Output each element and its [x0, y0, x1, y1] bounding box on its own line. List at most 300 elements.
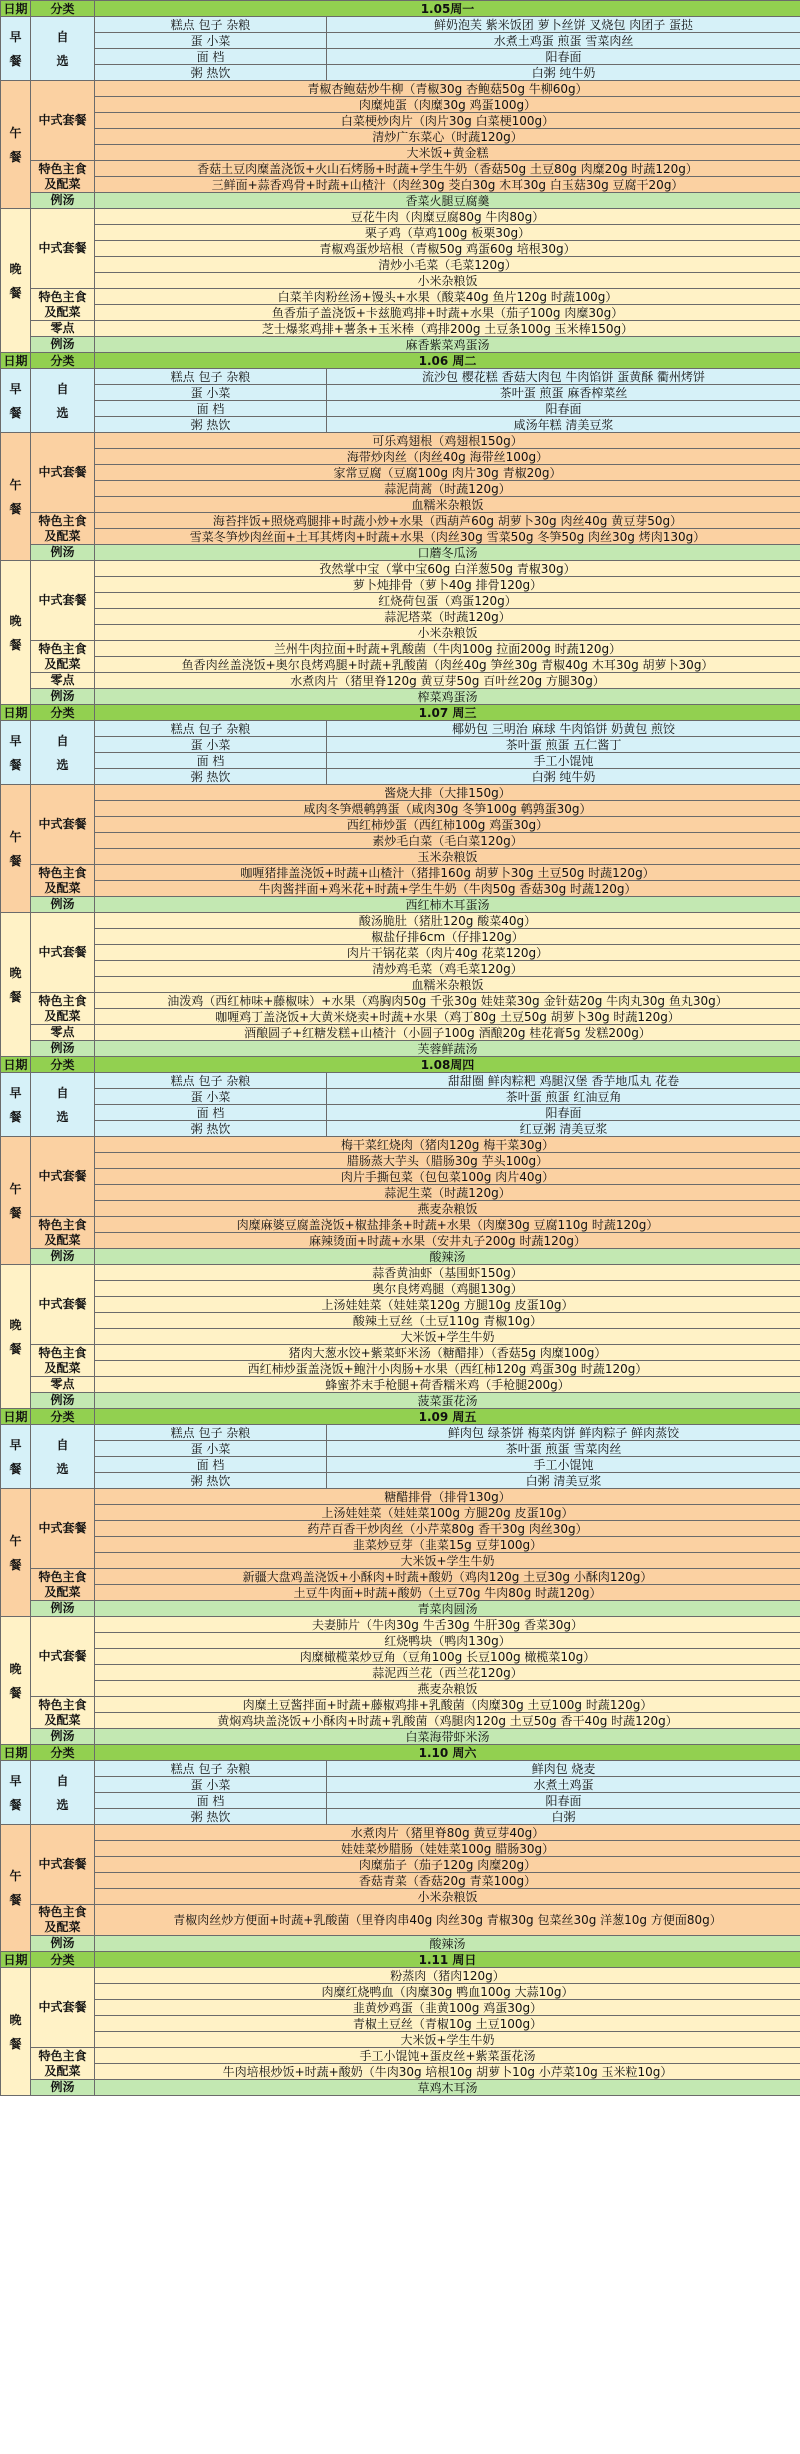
- dish-snack: 芝士爆浆鸡排+薯条+玉米棒（鸡排200g 土豆条100g 玉米棒150g）: [95, 321, 800, 337]
- category-soup: 例汤: [31, 689, 95, 705]
- self-select-label-char: 自: [56, 29, 69, 44]
- dinner-label-char: 餐: [9, 285, 22, 300]
- breakfast-label: [1, 1425, 31, 1489]
- breakfast-row: [1, 1777, 800, 1793]
- dish-soup: 酸辣汤: [95, 1936, 800, 1952]
- lunch-row: [1, 545, 800, 561]
- dinner-label: [1, 561, 31, 705]
- breakfast-items: 阳春面: [327, 401, 800, 417]
- date-value: 1.10 周六: [95, 1745, 800, 1761]
- dinner-row: [1, 977, 800, 993]
- dinner-row: [1, 1345, 800, 1361]
- category-chinese_set: 中式套餐: [31, 1265, 95, 1345]
- dinner-row: [1, 1265, 800, 1281]
- breakfast-row: [1, 1425, 800, 1441]
- date-row: [1, 353, 800, 369]
- dish-special_staple: 鱼香肉丝盖浇饭+奥尔良烤鸡腿+时蔬+乳酸菌（肉丝40g 笋丝30g 青椒40g 木耳30g 胡萝卜30g）: [95, 657, 800, 673]
- category-chinese_set: 中式套餐: [31, 1137, 95, 1217]
- breakfast-label-char: 早: [9, 733, 22, 748]
- dish-soup: 西红柿木耳蛋汤: [95, 897, 800, 913]
- self-select-label-char: 自: [56, 1085, 69, 1100]
- category-soup: 例汤: [31, 2080, 95, 2096]
- dish-chinese_set: 酸辣土豆丝（土豆110g 青椒10g）: [95, 1313, 800, 1329]
- dish-chinese_set: 清炒广东菜心（时蔬120g）: [95, 129, 800, 145]
- breakfast-category: 蛋 小菜: [95, 1441, 327, 1457]
- dish-special_staple: 咖喱猪排盖浇饭+时蔬+山楂汁（猪排160g 胡萝卜30g 土豆50g 时蔬120g）: [95, 865, 800, 881]
- category-chinese_set: 中式套餐: [31, 561, 95, 641]
- dinner-label-char: 晚: [9, 1661, 22, 1676]
- dish-soup: 草鸡木耳汤: [95, 2080, 800, 2096]
- date-value: 1.11 周日: [95, 1952, 800, 1968]
- breakfast-row: [1, 401, 800, 417]
- dinner-label: [1, 913, 31, 1057]
- dish-soup: 青菜肉圆汤: [95, 1601, 800, 1617]
- dish-special_staple: 雪菜冬笋炒肉丝面+土耳其烤肉+时蔬+水果（肉丝30g 雪菜50g 冬笋50g 肉丝30g 烤肉130g）: [95, 529, 800, 545]
- dish-chinese_set: 大米饭+黄金糕: [95, 145, 800, 161]
- date-value: 1.07 周三: [95, 705, 800, 721]
- lunch-row: [1, 1489, 800, 1505]
- lunch-row: [1, 1936, 800, 1952]
- dinner-row: [1, 2016, 800, 2032]
- breakfast-row: [1, 17, 800, 33]
- lunch-row: [1, 193, 800, 209]
- breakfast-category: 蛋 小菜: [95, 385, 327, 401]
- dish-chinese_set: 肉糜茄子（茄子120g 肉糜20g）: [95, 1857, 800, 1873]
- dish-soup: 酸辣汤: [95, 1249, 800, 1265]
- breakfast-items: 咸汤年糕 清美豆浆: [327, 417, 800, 433]
- category-special_staple: 特色主食及配菜: [31, 161, 95, 193]
- dish-special_staple: 土豆牛肉面+时蔬+酸奶（土豆70g 牛肉80g 时蔬120g）: [95, 1585, 800, 1601]
- class-label: 分类: [31, 705, 95, 721]
- dish-chinese_set: 玉米杂粮饭: [95, 849, 800, 865]
- dinner-row: [1, 337, 800, 353]
- breakfast-category: 蛋 小菜: [95, 33, 327, 49]
- breakfast-label-char: 早: [9, 1773, 22, 1788]
- dish-special_staple: 黄焖鸡块盖浇饭+小酥肉+时蔬+乳酸菌（鸡腿肉120g 土豆50g 香干40g 时蔬120g）: [95, 1713, 800, 1729]
- dish-chinese_set: 小米杂粮饭: [95, 273, 800, 289]
- dinner-row: [1, 225, 800, 241]
- category-chinese_set: 中式套餐: [31, 1617, 95, 1697]
- dish-chinese_set: 肉糜红烧鸭血（肉糜30g 鸭血100g 大蒜10g）: [95, 1984, 800, 2000]
- breakfast-items: 阳春面: [327, 49, 800, 65]
- date-label: 日期: [1, 353, 31, 369]
- category-soup: 例汤: [31, 897, 95, 913]
- lunch-row: [1, 1185, 800, 1201]
- lunch-row: [1, 865, 800, 881]
- dish-chinese_set: 上汤娃娃菜（娃娃菜120g 方腿10g 皮蛋10g）: [95, 1297, 800, 1313]
- breakfast-category: 面 档: [95, 1105, 327, 1121]
- lunch-row: [1, 1233, 800, 1249]
- breakfast-items: 茶叶蛋 煎蛋 红油豆角: [327, 1089, 800, 1105]
- breakfast-category: 蛋 小菜: [95, 1089, 327, 1105]
- lunch-row: [1, 1857, 800, 1873]
- breakfast-items: 白粥 清美豆浆: [327, 1473, 800, 1489]
- self-select-label-char: 选: [56, 1109, 69, 1124]
- breakfast-row: [1, 737, 800, 753]
- lunch-row: [1, 1889, 800, 1905]
- dinner-row: [1, 961, 800, 977]
- dish-special_staple: 兰州牛肉拉面+时蔬+乳酸菌（牛肉100g 拉面200g 时蔬120g）: [95, 641, 800, 657]
- dish-chinese_set: 水煮肉片（猪里脊80g 黄豆芽40g）: [95, 1825, 800, 1841]
- lunch-label-char: 餐: [9, 1893, 22, 1907]
- lunch-label: [1, 1825, 31, 1952]
- breakfast-items: 白粥 纯牛奶: [327, 769, 800, 785]
- lunch-row: [1, 433, 800, 449]
- breakfast-items: 手工小馄饨: [327, 1457, 800, 1473]
- lunch-row: [1, 449, 800, 465]
- breakfast-category: 糕点 包子 杂粮: [95, 369, 327, 385]
- dish-snack: 蜂蜜芥末手枪腿+荷香糯米鸡（手枪腿200g）: [95, 1377, 800, 1393]
- dish-chinese_set: 小米杂粮饭: [95, 1889, 800, 1905]
- breakfast-items: 手工小馄饨: [327, 753, 800, 769]
- dish-chinese_set: 韭黄炒鸡蛋（韭黄100g 鸡蛋30g）: [95, 2000, 800, 2016]
- breakfast-category: 粥 热饮: [95, 417, 327, 433]
- dinner-row: [1, 1025, 800, 1041]
- category-snack: 零点: [31, 1377, 95, 1393]
- dish-special_staple: 麻辣烫面+时蔬+水果（安井丸子200g 时蔬120g）: [95, 1233, 800, 1249]
- dish-chinese_set: 药芹百香干炒肉丝（小芹菜80g 香干30g 肉丝30g）: [95, 1521, 800, 1537]
- breakfast-category: 糕点 包子 杂粮: [95, 1425, 327, 1441]
- dinner-row: [1, 593, 800, 609]
- category-special_staple: 特色主食及配菜: [31, 641, 95, 673]
- dish-chinese_set: 孜然掌中宝（掌中宝60g 白洋葱50g 青椒30g）: [95, 561, 800, 577]
- dinner-row: [1, 1665, 800, 1681]
- class-label: 分类: [31, 1409, 95, 1425]
- dinner-row: [1, 913, 800, 929]
- breakfast-label-char: 早: [9, 1437, 22, 1452]
- breakfast-category: 糕点 包子 杂粮: [95, 1761, 327, 1777]
- breakfast-category: 面 档: [95, 401, 327, 417]
- breakfast-row: [1, 33, 800, 49]
- dinner-row: [1, 1633, 800, 1649]
- dish-chinese_set: 燕麦杂粮饭: [95, 1201, 800, 1217]
- category-soup: 例汤: [31, 1041, 95, 1057]
- category-special_staple: 特色主食及配菜: [31, 289, 95, 321]
- lunch-label-char: 餐: [9, 149, 22, 164]
- lunch-row: [1, 1169, 800, 1185]
- dish-chinese_set: 大米饭+学生牛奶: [95, 2032, 800, 2048]
- lunch-row: [1, 1585, 800, 1601]
- lunch-row: [1, 81, 800, 97]
- breakfast-label-char: 早: [9, 29, 22, 44]
- breakfast-row: [1, 369, 800, 385]
- breakfast-label-char: 早: [9, 1085, 22, 1100]
- dinner-label-char: 晚: [9, 2012, 22, 2027]
- date-row: [1, 1745, 800, 1761]
- dish-chinese_set: 肉糜橄榄菜炒豆角（豆角100g 长豆100g 橄榄菜10g）: [95, 1649, 800, 1665]
- dinner-row: [1, 641, 800, 657]
- lunch-row: [1, 801, 800, 817]
- lunch-row: [1, 1553, 800, 1569]
- self-select-label-char: 自: [56, 733, 69, 748]
- self-select-label-char: 选: [56, 1797, 69, 1812]
- breakfast-row: [1, 385, 800, 401]
- category-chinese_set: 中式套餐: [31, 209, 95, 289]
- dish-chinese_set: 栗子鸡（草鸡100g 板栗30g）: [95, 225, 800, 241]
- lunch-label-char: 餐: [9, 853, 22, 868]
- dish-special_staple: 手工小馄饨+蛋皮丝+紫菜蛋花汤: [95, 2048, 800, 2064]
- dish-chinese_set: 家常豆腐（豆腐100g 肉片30g 青椒20g）: [95, 465, 800, 481]
- dish-chinese_set: 大米饭+学生牛奶: [95, 1553, 800, 1569]
- dinner-row: [1, 1697, 800, 1713]
- dinner-row: [1, 1617, 800, 1633]
- dinner-row: [1, 2048, 800, 2064]
- breakfast-category: 粥 热饮: [95, 65, 327, 81]
- dish-chinese_set: 蒜泥西兰花（西兰花120g）: [95, 1665, 800, 1681]
- dinner-row: [1, 1713, 800, 1729]
- dish-chinese_set: 红烧荷包蛋（鸡蛋120g）: [95, 593, 800, 609]
- date-label: 日期: [1, 1, 31, 17]
- lunch-label-char: 午: [9, 1533, 22, 1548]
- lunch-row: [1, 129, 800, 145]
- self-select-label-char: 自: [56, 1773, 69, 1788]
- category-soup: 例汤: [31, 1729, 95, 1745]
- lunch-row: [1, 833, 800, 849]
- date-value: 1.05周一: [95, 1, 800, 17]
- self-select-label: [31, 1073, 95, 1137]
- category-chinese_set: 中式套餐: [31, 785, 95, 865]
- lunch-row: [1, 1873, 800, 1889]
- dinner-row: [1, 1377, 800, 1393]
- dish-chinese_set: 椒盐仔排6cm（仔排120g）: [95, 929, 800, 945]
- category-chinese_set: 中式套餐: [31, 1825, 95, 1905]
- dinner-row: [1, 2064, 800, 2080]
- dish-special_staple: 青椒肉丝炒方便面+时蔬+乳酸菌（里脊肉串40g 肉丝30g 青椒30g 包菜丝30g 洋葱10g 方便面80g）: [95, 1905, 800, 1936]
- dish-special_staple: 西红柿炒蛋盖浇饭+鲍汁小肉肠+水果（西红柿120g 鸡蛋30g 时蔬120g）: [95, 1361, 800, 1377]
- dish-soup: 芙蓉鲜蔬汤: [95, 1041, 800, 1057]
- dish-chinese_set: 小米杂粮饭: [95, 625, 800, 641]
- breakfast-category: 粥 热饮: [95, 1121, 327, 1137]
- breakfast-row: [1, 417, 800, 433]
- dinner-row: [1, 1313, 800, 1329]
- dish-chinese_set: 肉片手撕包菜（包包菜100g 肉片40g）: [95, 1169, 800, 1185]
- breakfast-row: [1, 65, 800, 81]
- date-label: 日期: [1, 1409, 31, 1425]
- category-special_staple: 特色主食及配菜: [31, 2048, 95, 2080]
- dinner-label-char: 餐: [9, 989, 22, 1004]
- category-soup: 例汤: [31, 193, 95, 209]
- breakfast-label: [1, 369, 31, 433]
- dinner-row: [1, 241, 800, 257]
- dinner-row: [1, 2000, 800, 2016]
- breakfast-row: [1, 49, 800, 65]
- dish-chinese_set: 素炒毛白菜（毛白菜120g）: [95, 833, 800, 849]
- dinner-row: [1, 1393, 800, 1409]
- class-label: 分类: [31, 1745, 95, 1761]
- lunch-label: [1, 785, 31, 913]
- date-value: 1.08周四: [95, 1057, 800, 1073]
- breakfast-label: [1, 17, 31, 81]
- breakfast-row: [1, 1105, 800, 1121]
- dinner-row: [1, 993, 800, 1009]
- lunch-label-char: 餐: [9, 501, 22, 516]
- lunch-row: [1, 1153, 800, 1169]
- dinner-row: [1, 577, 800, 593]
- dinner-row: [1, 2032, 800, 2048]
- lunch-label-char: 午: [9, 477, 22, 492]
- breakfast-category: 粥 热饮: [95, 1809, 327, 1825]
- breakfast-items: 鲜奶泡芙 紫米饭团 萝卜丝饼 叉烧包 肉团子 蛋挞: [327, 17, 800, 33]
- breakfast-label-char: 餐: [9, 53, 22, 68]
- date-label: 日期: [1, 1745, 31, 1761]
- date-row: [1, 1952, 800, 1968]
- breakfast-label: [1, 1761, 31, 1825]
- breakfast-category: 糕点 包子 杂粮: [95, 721, 327, 737]
- dinner-label-char: 餐: [9, 1685, 22, 1700]
- dinner-label: [1, 1265, 31, 1409]
- self-select-label: [31, 721, 95, 785]
- self-select-label-char: 选: [56, 757, 69, 772]
- category-chinese_set: 中式套餐: [31, 1489, 95, 1569]
- breakfast-label-char: 餐: [9, 757, 22, 772]
- category-special_staple: 特色主食及配菜: [31, 865, 95, 897]
- lunch-row: [1, 1137, 800, 1153]
- dish-chinese_set: 大米饭+学生牛奶: [95, 1329, 800, 1345]
- date-row: [1, 1, 800, 17]
- dish-special_staple: 新疆大盘鸡盖浇饭+小酥肉+时蔬+酸奶（鸡肉120g 土豆30g 小酥肉120g）: [95, 1569, 800, 1585]
- breakfast-label: [1, 1073, 31, 1137]
- dinner-row: [1, 1041, 800, 1057]
- breakfast-category: 糕点 包子 杂粮: [95, 1073, 327, 1089]
- category-special_staple: 特色主食及配菜: [31, 1569, 95, 1601]
- dish-chinese_set: 粉蒸肉（猪肉120g）: [95, 1968, 800, 1984]
- class-label: 分类: [31, 1952, 95, 1968]
- lunch-row: [1, 1249, 800, 1265]
- dish-chinese_set: 燕麦杂粮饭: [95, 1681, 800, 1697]
- lunch-label-char: 餐: [9, 1557, 22, 1572]
- dish-chinese_set: 青椒杏鲍菇炒牛柳（青椒30g 杏鲍菇50g 牛柳60g）: [95, 81, 800, 97]
- breakfast-items: 白粥: [327, 1809, 800, 1825]
- breakfast-row: [1, 1473, 800, 1489]
- lunch-label: [1, 433, 31, 561]
- dinner-row: [1, 273, 800, 289]
- dish-special_staple: 肉糜土豆酱拌面+时蔬+藤椒鸡排+乳酸菌（肉糜30g 土豆100g 时蔬120g）: [95, 1697, 800, 1713]
- dish-special_staple: 牛肉培根炒饭+时蔬+酸奶（牛肉30g 培根10g 胡萝卜10g 小芹菜10g 玉米粒10g）: [95, 2064, 800, 2080]
- category-snack: 零点: [31, 321, 95, 337]
- dish-special_staple: 咖喱鸡丁盖浇饭+大黄米烧卖+时蔬+水果（鸡丁80g 土豆50g 胡萝卜30g 时蔬120g）: [95, 1009, 800, 1025]
- lunch-row: [1, 529, 800, 545]
- dinner-row: [1, 1361, 800, 1377]
- breakfast-category: 糕点 包子 杂粮: [95, 17, 327, 33]
- dish-chinese_set: 清炒鸡毛菜（鸡毛菜120g）: [95, 961, 800, 977]
- breakfast-items: 流沙包 樱花糕 香菇大肉包 牛肉馅饼 蛋黄酥 衢州烤饼: [327, 369, 800, 385]
- breakfast-items: 阳春面: [327, 1105, 800, 1121]
- self-select-label: [31, 17, 95, 81]
- dinner-row: [1, 1281, 800, 1297]
- dish-chinese_set: 香菇青菜（香菇20g 青菜100g）: [95, 1873, 800, 1889]
- dish-chinese_set: 蒜香黄油虾（基围虾150g）: [95, 1265, 800, 1281]
- breakfast-category: 粥 热饮: [95, 769, 327, 785]
- lunch-label-char: 餐: [9, 1205, 22, 1220]
- breakfast-row: [1, 1793, 800, 1809]
- category-soup: 例汤: [31, 1393, 95, 1409]
- dinner-label: [1, 1968, 31, 2096]
- dish-snack: 水煮肉片（猪里脊120g 黄豆芽50g 百叶丝20g 方腿30g）: [95, 673, 800, 689]
- breakfast-row: [1, 1809, 800, 1825]
- dinner-row: [1, 1329, 800, 1345]
- breakfast-items: 甜甜圈 鲜肉粽粑 鸡腿汉堡 香芋地瓜丸 花卷: [327, 1073, 800, 1089]
- dinner-label-char: 餐: [9, 1341, 22, 1356]
- breakfast-items: 椰奶包 三明治 麻球 牛肉馅饼 奶黄包 煎饺: [327, 721, 800, 737]
- date-row: [1, 705, 800, 721]
- dinner-label-char: 晚: [9, 1317, 22, 1332]
- lunch-row: [1, 513, 800, 529]
- dinner-row: [1, 673, 800, 689]
- dish-snack: 酒酿圆子+红糖发糕+山楂汁（小圆子100g 酒酿20g 桂花膏5g 发糕200g）: [95, 1025, 800, 1041]
- dish-special_staple: 海苔拌饭+照烧鸡腿排+时蔬小炒+水果（西葫芦60g 胡萝卜30g 肉丝40g 黄豆芽50g）: [95, 513, 800, 529]
- dinner-row: [1, 1297, 800, 1313]
- breakfast-items: 水煮土鸡蛋 煎蛋 雪菜肉丝: [327, 33, 800, 49]
- breakfast-row: [1, 769, 800, 785]
- dinner-row: [1, 1649, 800, 1665]
- dish-chinese_set: 奥尔良烤鸡腿（鸡腿130g）: [95, 1281, 800, 1297]
- date-label: 日期: [1, 1057, 31, 1073]
- breakfast-items: 茶叶蛋 煎蛋 麻香榨菜丝: [327, 385, 800, 401]
- category-special_staple: 特色主食及配菜: [31, 1345, 95, 1377]
- breakfast-category: 面 档: [95, 49, 327, 65]
- dinner-row: [1, 625, 800, 641]
- dish-chinese_set: 糖醋排骨（排骨130g）: [95, 1489, 800, 1505]
- category-soup: 例汤: [31, 1601, 95, 1617]
- lunch-row: [1, 1201, 800, 1217]
- lunch-row: [1, 1505, 800, 1521]
- category-chinese_set: 中式套餐: [31, 913, 95, 993]
- dish-chinese_set: 萝卜炖排骨（萝卜40g 排骨120g）: [95, 577, 800, 593]
- breakfast-label-char: 餐: [9, 1797, 22, 1812]
- dinner-label-char: 晚: [9, 261, 22, 276]
- breakfast-category: 粥 热饮: [95, 1473, 327, 1489]
- dinner-row: [1, 689, 800, 705]
- breakfast-row: [1, 1073, 800, 1089]
- dinner-row: [1, 1681, 800, 1697]
- lunch-row: [1, 1825, 800, 1841]
- category-special_staple: 特色主食及配菜: [31, 1697, 95, 1729]
- dinner-label-char: 餐: [9, 637, 22, 652]
- dish-special_staple: 牛肉酱拌面+鸡米花+时蔬+学生牛奶（牛肉50g 香菇30g 时蔬120g）: [95, 881, 800, 897]
- lunch-label-char: 午: [9, 1869, 22, 1883]
- dish-soup: 香菜火腿豆腐羹: [95, 193, 800, 209]
- dinner-row: [1, 657, 800, 673]
- lunch-row: [1, 817, 800, 833]
- lunch-row: [1, 177, 800, 193]
- category-snack: 零点: [31, 1025, 95, 1041]
- date-row: [1, 1409, 800, 1425]
- self-select-label: [31, 369, 95, 433]
- breakfast-category: 面 档: [95, 1793, 327, 1809]
- lunch-row: [1, 465, 800, 481]
- dinner-row: [1, 321, 800, 337]
- breakfast-items: 水煮土鸡蛋: [327, 1777, 800, 1793]
- dish-soup: 白菜海带虾米汤: [95, 1729, 800, 1745]
- category-chinese_set: 中式套餐: [31, 81, 95, 161]
- lunch-label: [1, 1137, 31, 1265]
- dish-chinese_set: 血糯米杂粮饭: [95, 977, 800, 993]
- breakfast-items: 白粥 纯牛奶: [327, 65, 800, 81]
- dinner-row: [1, 561, 800, 577]
- date-row: [1, 1057, 800, 1073]
- breakfast-items: 红豆粥 清美豆浆: [327, 1121, 800, 1137]
- breakfast-items: 茶叶蛋 煎蛋 雪菜肉丝: [327, 1441, 800, 1457]
- breakfast-category: 蛋 小菜: [95, 737, 327, 753]
- breakfast-row: [1, 1761, 800, 1777]
- lunch-row: [1, 881, 800, 897]
- category-soup: 例汤: [31, 545, 95, 561]
- dish-special_staple: 三鲜面+蒜香鸡骨+时蔬+山楂汁（肉丝30g 茭白30g 木耳30g 白玉菇30g 豆腐干20g）: [95, 177, 800, 193]
- class-label: 分类: [31, 353, 95, 369]
- dish-chinese_set: 梅干菜红烧肉（猪肉120g 梅干菜30g）: [95, 1137, 800, 1153]
- dish-special_staple: 油泼鸡（西红柿味+藤椒味）+水果（鸡胸肉50g 千张30g 娃娃菜30g 金针菇20g 牛肉丸30g 鱼丸30g）: [95, 993, 800, 1009]
- lunch-row: [1, 1569, 800, 1585]
